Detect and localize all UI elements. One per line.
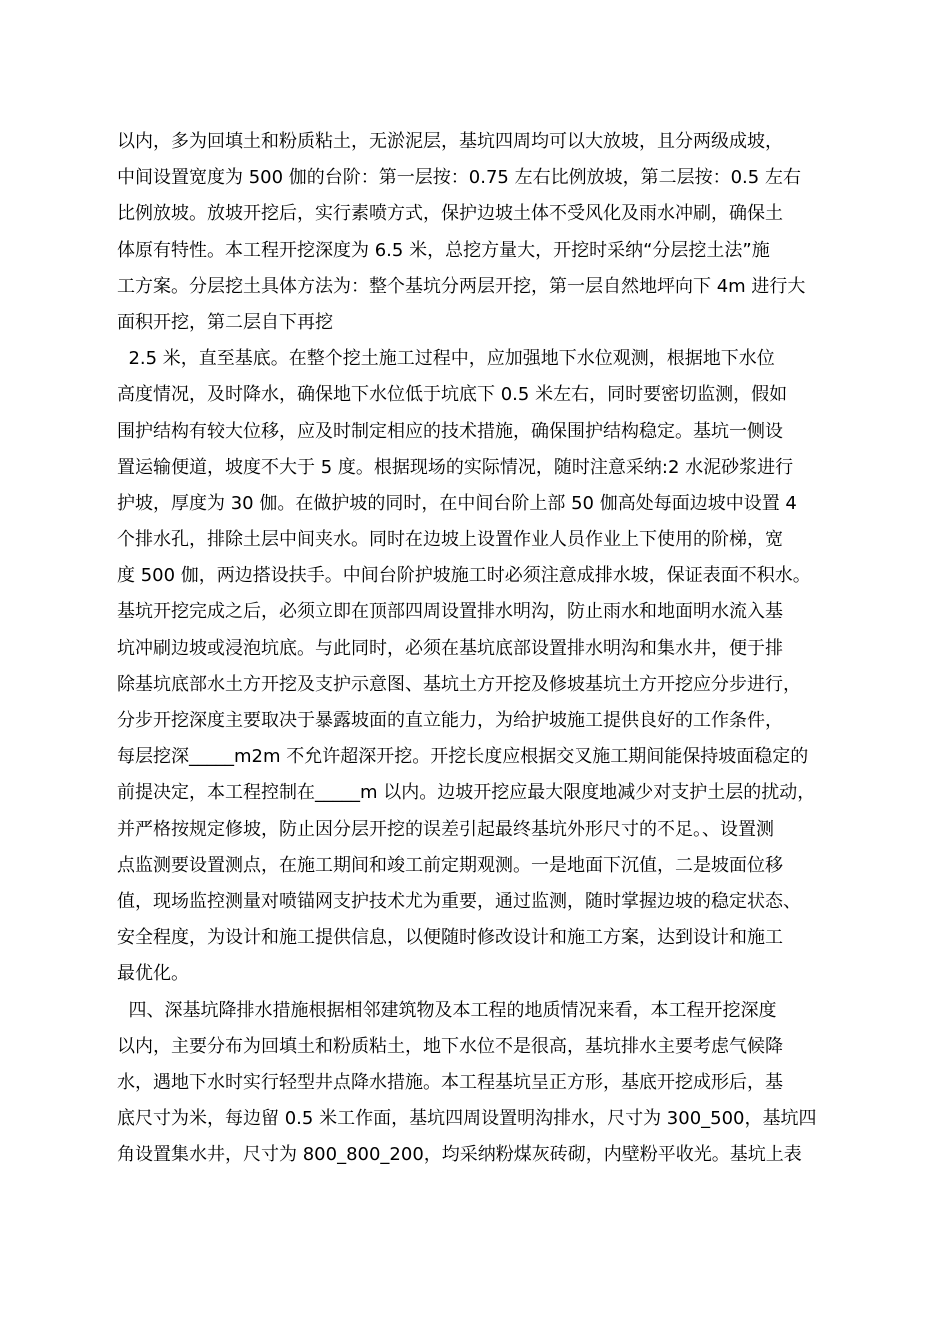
text-line: 工方案。分层挖土具体方法为：整个基坑分两层开挖，第一层自然地坪向下 4m 进行大	[117, 275, 806, 297]
text-line: 面积开挖，第二层自下再挖	[117, 311, 333, 333]
text-line: 最优化。	[117, 963, 189, 985]
text-line: 置运输便道，坡度不大于 5 度。根据现场的实际情况，随时注意采纳:2 水泥砂浆进行	[117, 456, 794, 478]
text-line: 除基坑底部水土方开挖及支护示意图、基坑土方开挖及修坡基坑土方开挖应分步进行，	[117, 673, 801, 695]
text-line: 度 500 伽，两边搭设扶手。中间台阶护坡施工时必须注意成排水坡，保证表面不积水。	[117, 565, 811, 587]
text-line: 围护结构有较大位移，应及时制定相应的技术措施，确保围护结构稳定。基坑一侧设	[117, 420, 783, 442]
text-line: 中间设置宽度为 500 伽的台阶：第一层按：0.75 左右比例放坡，第二层按：0.5 左右	[117, 167, 801, 189]
text-line: 角设置集水井，尺寸为 800_800_200，均采纳粉煤灰砖砌，内壁粉平收光。基坑上表	[117, 1144, 802, 1166]
text-line: 底尺寸为米，每边留 0.5 米工作面，基坑四周设置明沟排水，尺寸为 300_500，基坑四	[117, 1108, 817, 1130]
text-line: 基坑开挖完成之后，必须立即在顶部四周设置排水明沟，防止雨水和地面明水流入基	[117, 601, 783, 623]
text-line: 并严格按规定修坡，防止因分层开挖的误差引起最终基坑外形尺寸的不足。、设置测	[117, 818, 774, 840]
text-line: 四、深基坑降排水措施根据相邻建筑物及本工程的地质情况来看，本工程开挖深度	[117, 999, 777, 1021]
text-line: 点监测要设置测点，在施工期间和竣工前定期观测。一是地面下沉值，二是坡面位移	[117, 854, 783, 876]
text-line: 安全程度，为设计和施工提供信息，以便随时修改设计和施工方案，达到设计和施工	[117, 927, 783, 949]
text-line: 前提决定，本工程控制在_____m 以内。边坡开挖应最大限度地减少对支护土层的扰动，	[117, 782, 816, 804]
text-line: 值，现场监控测量对喷锚网支护技术尤为重要，通过监测，随时掌握边坡的稳定状态、	[117, 890, 801, 912]
text-line: 比例放坡。放坡开挖后，实行素喷方式，保护边坡土体不受风化及雨水冲刷，确保土	[117, 203, 783, 225]
text-line: 分步开挖深度主要取决于暴露坡面的直立能力，为给护坡施工提供良好的工作条件，	[117, 710, 783, 731]
text-line: 护坡，厚度为 30 伽。在做护坡的同时，在中间台阶上部 50 伽高处每面边坡中设置 4	[117, 492, 797, 514]
text-line: 水，遇地下水时实行轻型井点降水措施。本工程基坑呈正方形，基底开挖成形后，基	[117, 1071, 783, 1093]
document-body	[117, 124, 847, 1173]
text-line: 每层挖深_____m2m 不允许超深开挖。开挖长度应根据交叉施工期间能保持坡面稳定的	[117, 746, 809, 768]
text-line: 个排水孔，排除土层中间夹水。同时在边坡上设置作业人员作业上下使用的阶梯，宽	[117, 529, 783, 551]
text-line: 高度情况，及时降水，确保地下水位低于坑底下 0.5 米左右，同时要密切监测，假如	[117, 384, 788, 406]
text-line: 以内，主要分布为回填土和粉质粘土，地下水位不是很高，基坑排水主要考虑气候降	[117, 1035, 783, 1057]
text-line: 坑冲刷边坡或浸泡坑底。与此同时，必须在基坑底部设置排水明沟和集水井，便于排	[117, 637, 783, 659]
text-line: 2.5 米，直至基底。在整个挖土施工过程中，应加强地下水位观测，根据地下水位	[117, 348, 775, 370]
text-line: 体原有特性。本工程开挖深度为 6.5 米，总挖方量大，开挖时采纳“分层挖土法”施	[117, 239, 770, 261]
text-line: 以内，多为回填土和粉质粘土，无淤泥层，基坑四周均可以大放坡，且分两级成坡，	[117, 131, 783, 152]
